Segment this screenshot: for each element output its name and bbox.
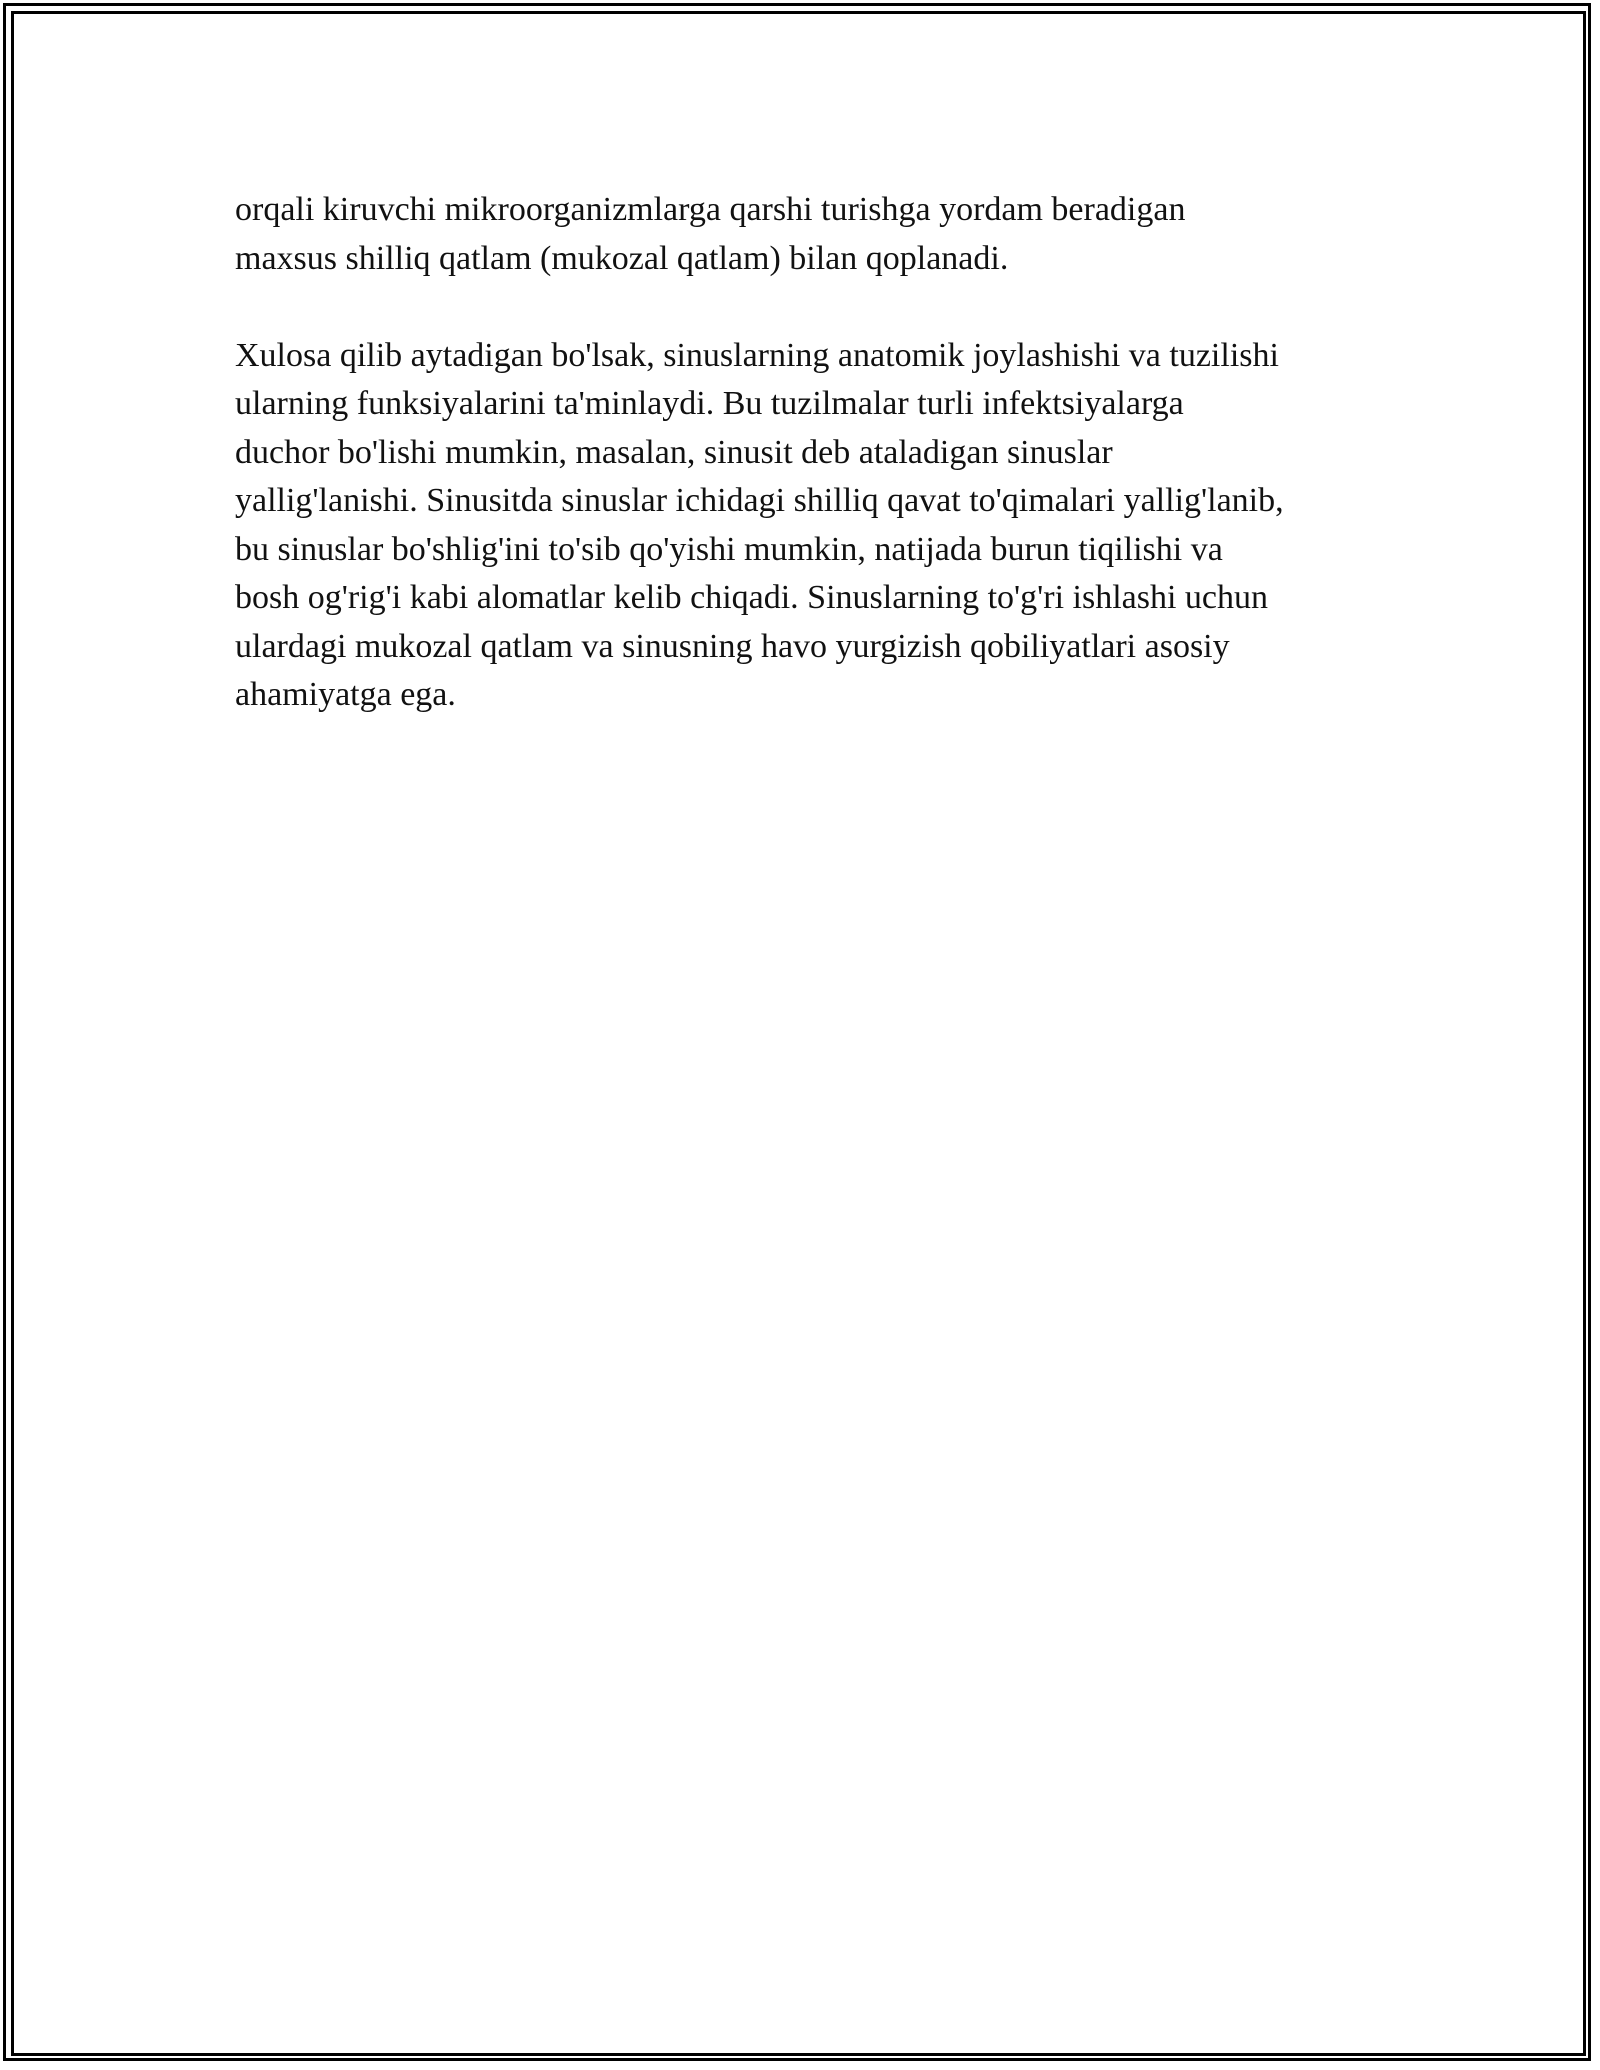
paragraph-line: ularning funksiyalarini ta'minlaydi. Bu tuzilmalar turli infektsiyalarga [235, 385, 1184, 422]
paragraph-line: ahamiyatga ega. [235, 676, 456, 713]
document-body [235, 186, 1370, 720]
paragraph-line: bosh og'rig'i kabi alomatlar kelib chiqadi. Sinuslarning to'g'ri ishlashi uchun [235, 579, 1269, 616]
paragraph-line: orqali kiruvchi mikroorganizmlarga qarshi turishga yordam beradigan [235, 191, 1186, 228]
paragraph-line: yallig'lanishi. Sinusitda sinuslar ichidagi shilliq qavat to'qimalari yallig'lanib, [235, 482, 1284, 519]
paragraph-line: bu sinuslar bo'shlig'ini to'sib qo'yishi mumkin, natijada burun tiqilishi va [235, 530, 1223, 568]
paragraph-line: ulardagi mukozal qatlam va sinusning havo yurgizish qobiliyatlari asosiy [235, 627, 1230, 665]
paragraph-2 [235, 332, 1370, 720]
paragraph-line: maxsus shilliq qatlam (mukozal qatlam) bilan qoplanadi. [235, 239, 1009, 277]
paragraph-1 [235, 186, 1370, 283]
paragraph-line: duchor bo'lishi mumkin, masalan, sinusit deb ataladigan sinuslar [235, 433, 1113, 471]
paragraph-line: Xulosa qilib aytadigan bo'lsak, sinuslarning anatomik joylashishi va tuzilishi [235, 336, 1279, 374]
